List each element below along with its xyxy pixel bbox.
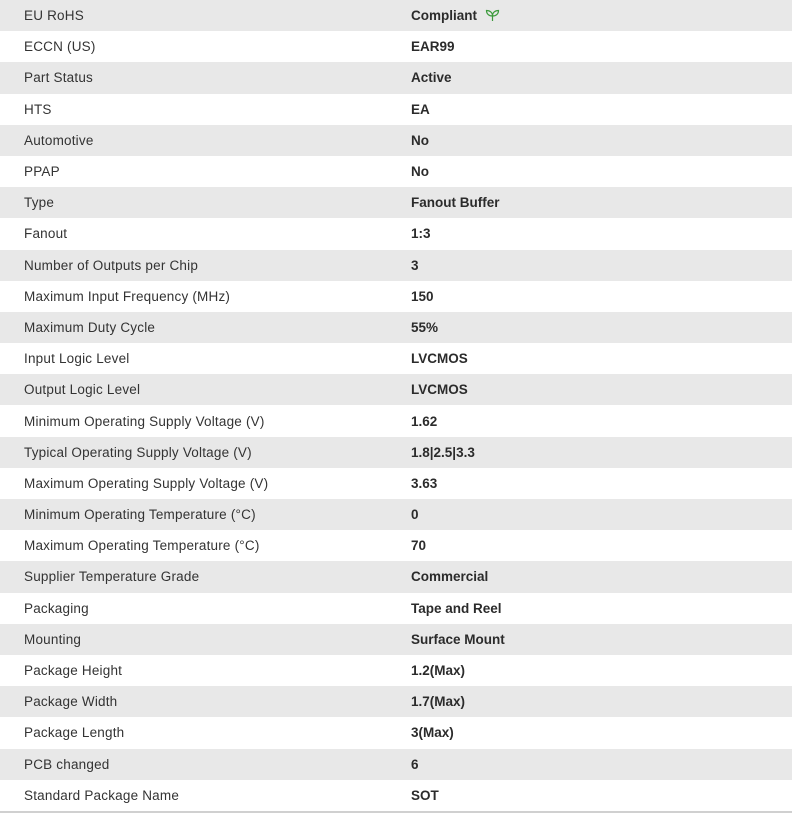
spec-label: PPAP <box>24 164 60 180</box>
spec-value: 1:3 <box>411 226 431 242</box>
spec-row-outputs-per-chip <box>0 250 792 281</box>
spec-row-fanout <box>0 218 792 249</box>
spec-row-packaging <box>0 593 792 624</box>
spec-row-min-temperature <box>0 499 792 530</box>
spec-label: Standard Package Name <box>24 787 180 803</box>
spec-label: Maximum Input Frequency (MHz) <box>24 288 231 304</box>
spec-row-package-length <box>0 717 792 748</box>
leaf-icon <box>485 9 500 22</box>
spec-label: Maximum Operating Temperature (°C) <box>24 538 260 554</box>
spec-value: LVCMOS <box>411 382 468 398</box>
spec-value: 1.62 <box>411 413 438 429</box>
spec-label: Input Logic Level <box>24 351 130 367</box>
spec-row-standard-package-name <box>0 780 792 811</box>
spec-value: Tape and Reel <box>411 600 502 616</box>
spec-row-package-height <box>0 655 792 686</box>
spec-row-eccn <box>0 31 792 62</box>
spec-label: Supplier Temperature Grade <box>24 569 200 585</box>
spec-label: HTS <box>24 101 52 117</box>
spec-row-automotive <box>0 125 792 156</box>
spec-value: 3 <box>411 257 419 273</box>
spec-row-hts <box>0 94 792 125</box>
spec-label: Fanout <box>24 226 68 242</box>
spec-row-max-duty-cycle <box>0 312 792 343</box>
spec-label: EU RoHS <box>24 8 84 24</box>
spec-value: 1.8|2.5|3.3 <box>411 444 475 460</box>
spec-row-eu-rohs <box>0 0 792 31</box>
spec-label: Part Status <box>24 70 93 86</box>
spec-row-typ-supply-voltage <box>0 437 792 468</box>
spec-label: Packaging <box>24 600 89 616</box>
spec-row-max-temperature <box>0 530 792 561</box>
spec-label: Mounting <box>24 631 82 647</box>
spec-row-max-supply-voltage <box>0 468 792 499</box>
spec-row-pcb-changed <box>0 749 792 780</box>
spec-value: SOT <box>411 787 439 803</box>
spec-value: 1.7(Max) <box>411 694 466 710</box>
spec-row-temperature-grade <box>0 561 792 592</box>
spec-label: Minimum Operating Temperature (°C) <box>24 507 256 523</box>
spec-row-max-input-frequency <box>0 281 792 312</box>
spec-value-text: Compliant <box>411 8 477 24</box>
spec-label: Package Length <box>24 725 125 741</box>
spec-value: Surface Mount <box>411 631 505 647</box>
spec-label: Typical Operating Supply Voltage (V) <box>24 444 252 460</box>
spec-label: Minimum Operating Supply Voltage (V) <box>24 413 265 429</box>
spec-value: 70 <box>411 538 427 554</box>
spec-label: ECCN (US) <box>24 39 96 55</box>
spec-label: Maximum Duty Cycle <box>24 319 156 335</box>
spec-row-min-supply-voltage <box>0 405 792 436</box>
spec-row-input-logic-level <box>0 343 792 374</box>
spec-value <box>411 0 792 31</box>
spec-value: LVCMOS <box>411 351 468 367</box>
spec-label: Type <box>24 195 55 211</box>
spec-value: Commercial <box>411 569 489 585</box>
spec-label: Maximum Operating Supply Voltage (V) <box>24 475 269 491</box>
spec-row-output-logic-level <box>0 374 792 405</box>
spec-label: Number of Outputs per Chip <box>24 257 199 273</box>
spec-value: 3.63 <box>411 475 438 491</box>
spec-label: PCB changed <box>24 756 110 772</box>
spec-value: EA <box>411 101 430 117</box>
spec-value: 55% <box>411 319 439 335</box>
spec-value: No <box>411 164 429 180</box>
spec-value: Active <box>411 70 452 86</box>
spec-value: 150 <box>411 288 434 304</box>
spec-value: Fanout Buffer <box>411 195 500 211</box>
spec-label: Package Width <box>24 694 118 710</box>
spec-value: No <box>411 132 429 148</box>
spec-row-type <box>0 187 792 218</box>
spec-row-mounting <box>0 624 792 655</box>
table-bottom-divider <box>0 811 792 813</box>
spec-value: 1.2(Max) <box>411 663 466 679</box>
spec-value: 0 <box>411 507 419 523</box>
spec-label: Output Logic Level <box>24 382 141 398</box>
spec-row-ppap <box>0 156 792 187</box>
spec-value: 3(Max) <box>411 725 454 741</box>
spec-row-part-status <box>0 62 792 93</box>
spec-row-package-width <box>0 686 792 717</box>
spec-value: EAR99 <box>411 39 455 55</box>
spec-label: Automotive <box>24 132 94 148</box>
spec-value: 6 <box>411 756 419 772</box>
spec-label: Package Height <box>24 663 123 679</box>
